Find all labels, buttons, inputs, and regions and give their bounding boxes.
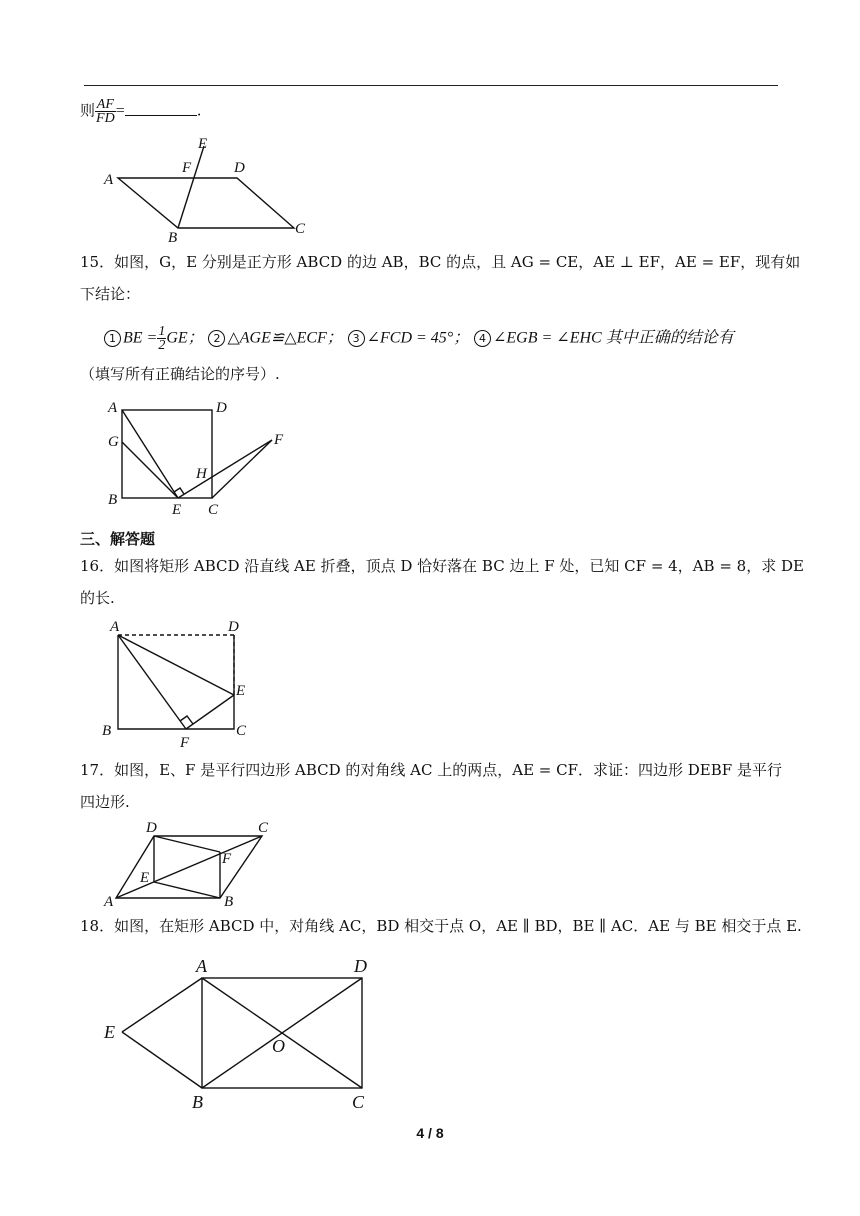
q17-line2: 四边形. bbox=[80, 793, 130, 811]
label-d: D bbox=[216, 400, 227, 416]
label-d: D bbox=[228, 619, 239, 635]
segment-cf bbox=[212, 440, 272, 498]
c2: △AGE≌△ECF； bbox=[227, 329, 343, 347]
c1-frac-num: 1 bbox=[158, 324, 166, 339]
q14-eq: = bbox=[115, 102, 125, 120]
label-a: A bbox=[104, 894, 114, 910]
segment-ae bbox=[118, 635, 234, 695]
label-o: O bbox=[272, 1036, 285, 1056]
label-d: D bbox=[234, 160, 245, 176]
figure-14 bbox=[100, 132, 320, 244]
c3: ∠FCD = 45°； bbox=[366, 329, 470, 347]
segment-ae bbox=[122, 410, 178, 498]
label-a: A bbox=[110, 619, 120, 635]
label-c: C bbox=[352, 1092, 365, 1112]
label-e: E bbox=[236, 683, 246, 699]
label-e: E bbox=[104, 1022, 115, 1042]
segment-af bbox=[118, 635, 186, 729]
segment-eb bbox=[154, 882, 220, 898]
label-c: C bbox=[258, 820, 269, 836]
label-e: E bbox=[172, 502, 182, 518]
label-a: A bbox=[108, 400, 118, 416]
segment-be bbox=[178, 146, 204, 228]
diagonal-ac bbox=[116, 836, 262, 898]
q15-conclusions bbox=[104, 325, 734, 352]
figure-16 bbox=[100, 615, 260, 749]
q16-line1: 16．如图将矩形 ABCD 沿直线 AE 折叠，顶点 D 恰好落在 BC 边上 F 处，已知 CF = 4，AB = 8，求 DE bbox=[80, 557, 804, 575]
segment-df bbox=[154, 836, 220, 852]
parallelogram-abcd bbox=[118, 178, 294, 228]
label-d: D bbox=[354, 956, 367, 976]
q14-prefix: 则 bbox=[80, 101, 96, 120]
section-heading: 三、解答题 bbox=[80, 530, 156, 548]
label-f: F bbox=[274, 432, 284, 448]
c1-a: BE = bbox=[123, 329, 158, 347]
q14-answer-line bbox=[80, 98, 202, 125]
q18-line1: 18．如图，在矩形 ABCD 中，对角线 AC，BD 相交于点 O，AE ∥ BD，BE ∥ AC．AE 与 BE 相交于点 E. bbox=[80, 917, 802, 935]
segment-fe bbox=[186, 695, 234, 729]
label-c: C bbox=[295, 221, 306, 237]
label-h: H bbox=[196, 466, 207, 482]
header-rule bbox=[84, 85, 778, 86]
label-e: E bbox=[198, 136, 208, 152]
q14-frac-num: AF bbox=[96, 97, 114, 112]
segment-ef bbox=[178, 440, 272, 498]
q15-line2: 下结论： bbox=[80, 285, 141, 303]
label-c: C bbox=[208, 502, 219, 518]
label-f: F bbox=[182, 160, 192, 176]
segment-ge bbox=[122, 442, 178, 498]
label-f: F bbox=[180, 735, 190, 751]
label-d: D bbox=[146, 820, 157, 836]
q14-fraction bbox=[95, 98, 116, 125]
circled-2: 2 bbox=[208, 330, 225, 347]
figure-17 bbox=[100, 818, 290, 908]
circled-1: 1 bbox=[104, 330, 121, 347]
label-b: B bbox=[102, 723, 112, 739]
segment-eb bbox=[122, 1032, 202, 1088]
label-b: B bbox=[108, 492, 118, 508]
q15-line1: 15．如图，G，E 分别是正方形 ABCD 的边 AB，BC 的点，且 AG = CE，AE ⊥ EF，AE = EF，现有如 bbox=[80, 253, 801, 271]
c1-frac-den: 2 bbox=[158, 338, 166, 353]
q16-line2: 的长. bbox=[80, 589, 115, 607]
label-b: B bbox=[224, 894, 234, 910]
label-c: C bbox=[236, 723, 247, 739]
q14-end: . bbox=[196, 101, 202, 120]
label-b: B bbox=[192, 1092, 203, 1112]
label-g: G bbox=[108, 434, 119, 450]
c1-fraction bbox=[157, 325, 166, 352]
segment-ea bbox=[122, 978, 202, 1032]
c4: ∠EGB = ∠EHC 其中正确的结论有 bbox=[492, 329, 734, 347]
label-e: E bbox=[140, 870, 150, 886]
page-number: 4 / 8 bbox=[416, 1125, 444, 1141]
label-a: A bbox=[196, 956, 207, 976]
circled-3: 3 bbox=[348, 330, 365, 347]
q17-line1: 17．如图，E、F 是平行四边形 ABCD 的对角线 AC 上的两点，AE = CF．求证：四边形 DEBF 是平行 bbox=[80, 761, 782, 779]
label-f: F bbox=[222, 851, 232, 867]
figure-18 bbox=[100, 952, 390, 1114]
circled-4: 4 bbox=[474, 330, 491, 347]
label-b: B bbox=[168, 230, 178, 246]
label-a: A bbox=[104, 172, 114, 188]
answer-blank[interactable] bbox=[125, 101, 197, 116]
c1-b: GE； bbox=[166, 329, 204, 347]
figure-15 bbox=[100, 396, 300, 520]
q15-line4: （填写所有正确结论的序号）. bbox=[80, 365, 280, 383]
q14-frac-den: FD bbox=[96, 111, 115, 126]
